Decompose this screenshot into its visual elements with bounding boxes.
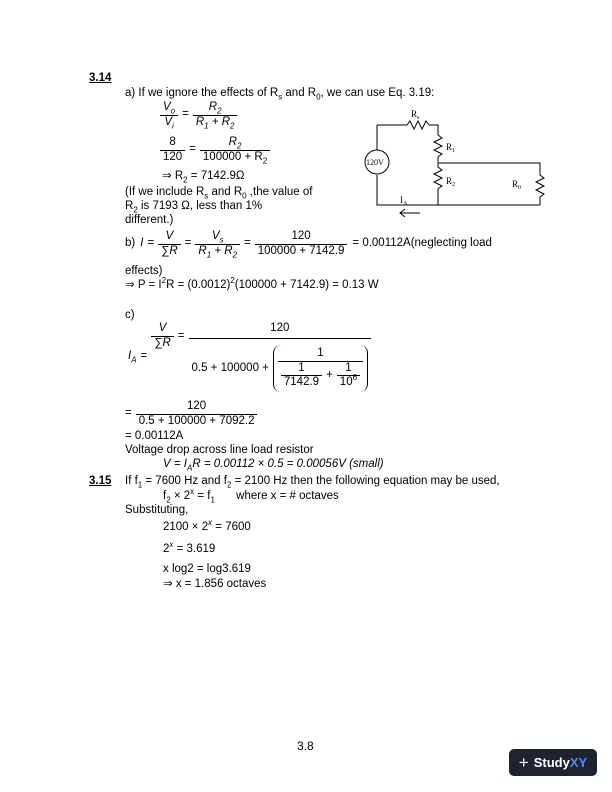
circuit-diagram (360, 105, 560, 225)
equation-substituted: $\frac{8}{120}$ = $\frac{R_2}{100000 + R_2}$ (160, 136, 270, 165)
resistor-r2-symbol (434, 163, 442, 205)
resistor-r0-symbol (536, 175, 544, 205)
equation-r2-result: ⇒ $R_2 = 7142.9\Omega$ (162, 170, 245, 185)
problem-number-3-15: 3.15 (89, 475, 112, 487)
part-b-equation: b) I = $\frac{V}{\sum R}$ = $\frac{V_s}{R_1 + R_2}$ = $\frac{120}{100000 + 7142.9}$ = 0.00112A(neglecting load (125, 230, 492, 260)
voltage-drop-equation: $V = I_AR = 0.00112 \times 0.5 = 0.00056V$ (small) (163, 458, 384, 473)
p315-step3: x log2 = log3.619 (163, 563, 251, 575)
voltage-drop-text: Voltage drop across line load resistor (125, 444, 314, 456)
p315-substituting: Substituting, (125, 504, 189, 516)
part-c-label: c) (125, 309, 135, 321)
plus-icon: + (518, 753, 529, 772)
p315-step1: $2100 \times 2^x = 7600$ (163, 518, 251, 533)
label-source: 120V (366, 158, 384, 167)
part-b-power: ⇒ $P = I^2R = (0.0012)^2(100000 + 7142.9) = 0.13$ W (125, 276, 379, 291)
part-c-result: = 0.00112A (125, 430, 184, 442)
p315-step4: ⇒ x = 1.856 octaves (163, 578, 267, 590)
p315-line2: $f_2 \times 2^x = f_1$ where x = # octaves (163, 487, 339, 505)
problem-number-3-14: 3.14 (89, 72, 112, 84)
wire-to-r0 (438, 163, 540, 175)
resistor-r1-symbol (434, 135, 442, 157)
equation-voltage-divider: $\frac{V_o}{V_i}$ = $\frac{R_2}{R_1 + R_2}$ (160, 101, 237, 130)
brand-accent: XY (569, 755, 588, 770)
part-b-effects: effects) (125, 265, 163, 277)
p315-step2: $2^x = 3.619$ (163, 540, 216, 555)
label-rs: $R_s$ (411, 109, 420, 121)
note-line-1: (If we include $R_s$ and $R_0$ ,the value of (125, 186, 313, 201)
wire-top-right (429, 125, 438, 135)
brand-main: Study (533, 755, 570, 770)
p315-line1: If $f_1 = 7600$ Hz and $f_2 = 2100$ Hz then the following equation may be used, (125, 475, 500, 490)
part-a-intro: a) If we ignore the effects of $R_s$ and $R_0$, we can use Eq. 3.19: (125, 87, 435, 102)
resistor-rs-symbol (407, 121, 429, 129)
label-r1: $R_1$ (446, 142, 456, 154)
label-r0: $R_0$ (512, 179, 522, 191)
part-c-equation: $I_A$ = $\frac{V}{\sum R}$ = 120 0.5 + 100000 + 1 $\frac{1}{7142.9}$ + $\frac{1}{10^6}$ (128, 322, 371, 392)
label-ia: $I_A$ (400, 195, 408, 207)
note-line-2: $R_2$ is 7193 Ω, less than 1% (125, 200, 263, 215)
note-line-3: different.) (125, 214, 174, 226)
page-number: 3.8 (297, 739, 314, 753)
part-c-step2: = $\frac{120}{0.5 + 100000 + 7092.2}$ (125, 400, 257, 429)
label-r2: $R_2$ (446, 176, 456, 188)
studyxy-badge[interactable] (509, 749, 597, 776)
